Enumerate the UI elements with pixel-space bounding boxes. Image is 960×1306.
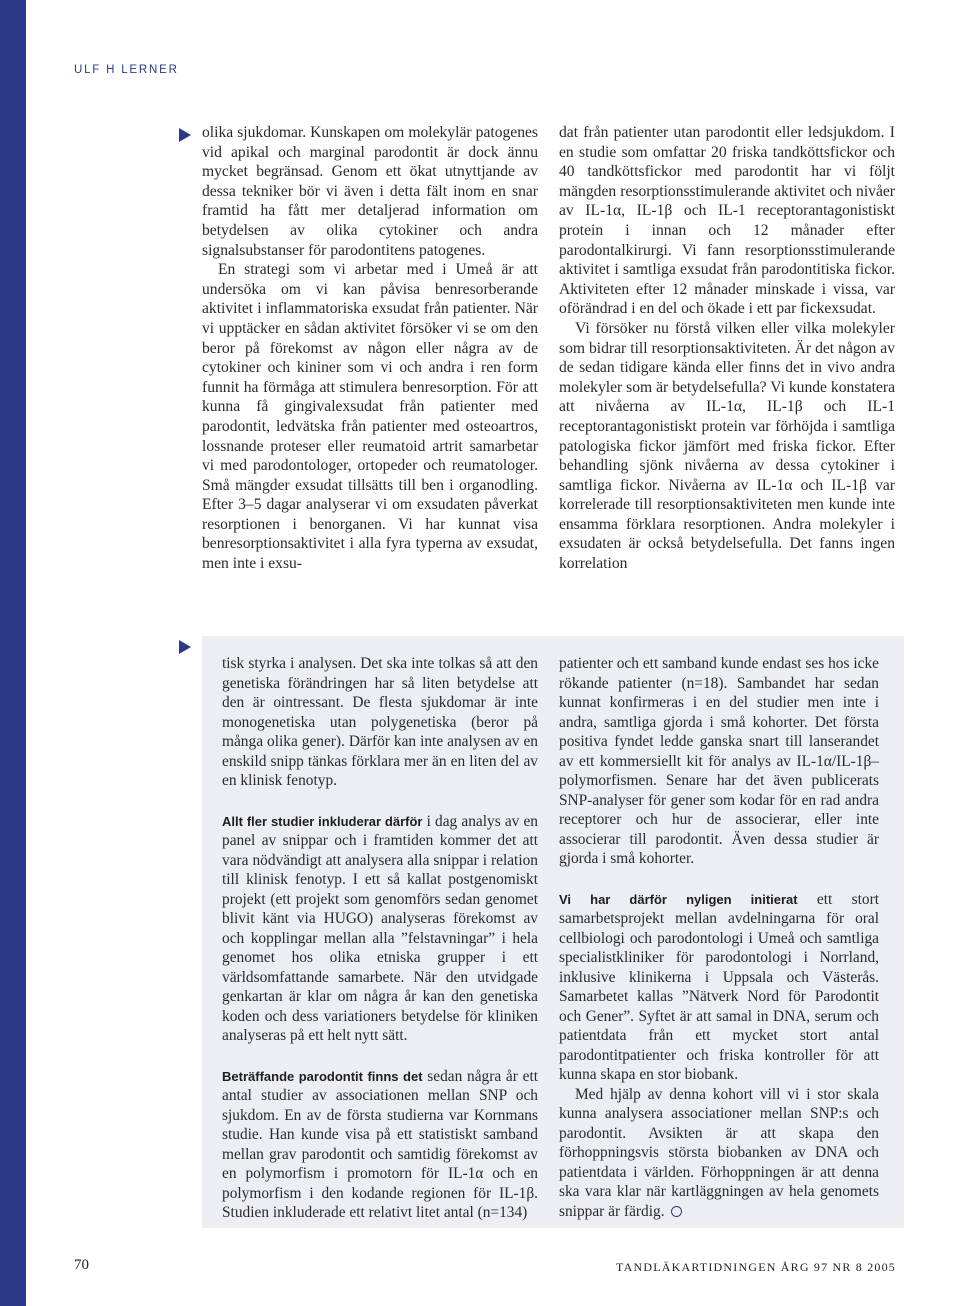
- box-left-lead-2: Allt fler studier inkluderar därför: [222, 813, 423, 829]
- box-right-column: [559, 654, 879, 1221]
- box-left-paragraph-1: tisk styrka i analysen. Det ska inte tolkas så att den genetiska förändringen har så liten betydelse att den är ointressant. De flesta sjukdomar är inte monogenetiska utan polygenetiska (beror på många olika gener). Därför kan inte analysen av en enskild snipp tänkas förklara mer än en liten del av en klinisk fenotyp.: [222, 655, 538, 789]
- running-head: ULF H LERNER: [74, 64, 179, 76]
- box-left-body-2: i dag analys av en panel av snippar och i framtiden kommer det att vara nödvändigt att analysera alla snippar i relation till klinisk fenotyp. I ett så kallat postgenomiskt projekt (ett projekt som genomförs sedan genomet blivit känt via HUGO) analyseras förekomst av och kopplingar mellan alla ”felstavningar” i hela genomet hos olika etniska grupper i ett världsomfattande samarbete. När den utvidgade genkartan är klar om några år kan den genetiska koden och dess variationers betydelse för kliniken analyseras på ett helt nytt sätt.: [222, 812, 539, 1044]
- box-left-paragraph-3: [222, 1067, 538, 1223]
- box-right-body-3: Med hjälp av denna kohort vill vi i stor skala kunna analysera associationer mellan SNP:s och parodontit. Avsikten är att skapa den förhoppningsvis största biobanken av DNA och patientdata i världen. Förhoppningen är att denna ska vara klar när kartläggningen av hela genomets snippar är färdig.: [559, 1085, 879, 1220]
- top-left-paragraph-1: olika sjukdomar. Kunskapen om molekylär patogenes vid apikal och marginal parodontit är dock ännu mycket begränsad. Genom ett ökat utnyttjande av dessa tekniker bör vi även i detta fält inom en snar framtid ha fått mer detaljerad information om betydelsen av olika cytokiner och andra signalsubstanser för parodontitens patogenes.: [202, 124, 538, 259]
- box-arrow-icon: [179, 640, 191, 654]
- box-left-body-3: sedan några år ett antal studier av associationen mellan SNP och sjukdom. En av de första studierna var Kornmans studie. Han kunde visa på ett statistiskt samband mellan grav parodontit och samtidig förekomst av en polymorfism i promotorn för IL-1α och en polymorfism i den kodande regionen för IL-1β. Studien inkluderade ett relativt litet antal (n=134): [222, 1067, 538, 1221]
- top-right-paragraph-1: dat från patienter utan parodontit eller ledsjukdom. I en studie som omfattar 20 friska tandköttsfickor och 40 tandköttsfickor med parodontit har vi följt mängden resorptionsstimulerande aktivitet och nivåer av IL-1α, IL-1β och IL-1 receptorantagonistiskt protein i innan och 12 månader efter parodontalkirurgi. Vi fann resorptionsstimulerande aktivitet i samtliga exsudat från parodontitiska fickor. Aktiviteten efter 12 månader minskade i vissa, var oförändrad i en del och ökade i ett par fickexsudat.: [559, 124, 895, 318]
- top-right-paragraph-2: Vi försöker nu förstå vilken eller vilka molekyler som bidrar till resorptionsaktiviteten. Är det någon av de sedan tidigare kända eller finns det in vivo andra molekyler som är betydelsefulla? Vi kunde konstatera att nivåerna av IL-1α, IL-1β och IL-1 receptorantagonistiskt protein var förhöjda i samtliga patologiska fickor jämfört med friska fickor. Efter behandling sjönk nivåerna av dessa cytokiner i samtliga fickor. Nivåerna av IL-1α och IL-1β var korrelerade till resorptionsaktiviteten men kunde inte ensamma förklara resorptionen. Andra molekyler i exsudaten är också betydelsefulla. Det fanns ingen korrelation: [559, 319, 895, 573]
- box-right-paragraph-1: patienter och ett samband kunde endast ses hos icke rökande patienter (n=18). Sambandet har sedan kunnat konfirmeras i en del studier men inte i andra, samtliga gjorda i små kohorter. Det första positiva fyndet ledde ganska snart till lanserandet av ett kommersiellt kit för analys av IL-1α/IL-1β–polymorfismen. Senare har det även publicerats SNP-analyser för gener som kodar för en rad andra receptorer och hur de associerar, eller inte associerar till parodontit. Även dessa studier är gjorda i små kohorter.: [559, 655, 879, 867]
- box-left-column: [222, 654, 538, 1223]
- box-left-lead-3: Beträffande parodontit finns det: [222, 1068, 423, 1084]
- box-right-body-2: ett stort samarbetsprojekt mellan avdelningarna för oral cellbiologi och parodontologi i Umeå och samtliga specialistkliniker för parodontologi i Norrland, inklusive klinikerna i Uppsala och Västerås. Samarbetet kallas ”Nätverk Nord för Parodontit och Gener”. Syftet är att samal in DNA, serum och patientdata från ett mycket stort antal parodontitpatienter och friska kontroller för att kunna skapa en stor biobank.: [559, 890, 879, 1083]
- top-left-column: [202, 123, 538, 574]
- top-left-paragraph-2: En strategi som vi arbetar med i Umeå är att undersöka om vi kan påvisa benresorberande aktivitet i inflammatoriska exsudat från patienter. När vi upptäcker en sådan aktivitet försöker vi se om den beror på förekomst av någon eller några av de cytokiner och kininer som vi och andra i ren form funnit ha förmåga att stimulera benresorption. För att kunna få gingivalexsudat från patienter med parodontit, ledvätska från patienter med osteoartros, lossnande proteser eller reumatoid artrit samarbetar vi med parodontologer, ortopeder och reumatologer. Små mängder exsudat tillsätts till ben i organodling. Efter 3–5 dagar analyserar vi om exsudaten påverkat resorptionen i benorganen. Vi har kunnat visa benresorptionsaktivitet i alla fyra typerna av exsudat, men inte i exsu-: [202, 261, 538, 573]
- journal-footer: TANDLÄKARTIDNINGEN ÅRG 97 NR 8 2005: [616, 1260, 896, 1274]
- top-right-column: [559, 123, 895, 574]
- box-right-paragraph-3: [559, 1085, 879, 1222]
- box-right-lead-2: Vi har därför nyligen initierat: [559, 891, 798, 907]
- fact-box: [202, 636, 904, 1228]
- continuation-arrow-icon: [179, 128, 191, 142]
- page-spine-bar: [0, 0, 26, 1306]
- page-number: 70: [74, 1257, 89, 1273]
- end-of-article-icon: [671, 1206, 682, 1217]
- box-left-paragraph-2: [222, 812, 538, 1046]
- box-right-paragraph-2: [559, 890, 879, 1085]
